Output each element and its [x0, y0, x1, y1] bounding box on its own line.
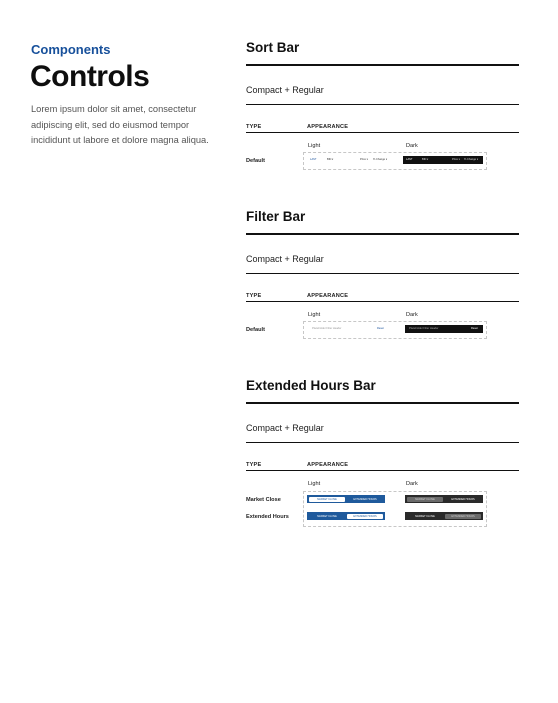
section-subtitle: Compact + Regular	[246, 85, 324, 95]
mode-label-light: Light	[308, 481, 321, 487]
column-header-type: TYPE	[246, 462, 262, 468]
subtitle-divider	[246, 442, 519, 443]
filter-placeholder[interactable]: Placeholder Filter Header	[409, 327, 439, 330]
sort-column-price[interactable]: Price ▾	[360, 158, 368, 161]
section-title-sort-bar: Sort Bar	[246, 40, 300, 55]
filter-bar-light[interactable]	[307, 325, 393, 333]
sort-column-change[interactable]: % Change ▾	[464, 158, 479, 161]
subtitle-divider	[246, 104, 519, 105]
section-title-filter-bar: Filter Bar	[246, 209, 306, 224]
section-subtitle: Compact + Regular	[246, 254, 324, 264]
segment-market-close[interactable]: MARKET CLOSE	[415, 514, 435, 518]
row-label: Market Close	[246, 497, 281, 503]
mode-label-dark: Dark	[406, 481, 418, 487]
filter-reset-button[interactable]: Reset	[377, 327, 384, 330]
extended-hours-toggle-light	[307, 495, 385, 503]
row-label: Extended Hours	[246, 514, 289, 520]
segment-market-close[interactable]: MARKET CLOSE	[407, 497, 443, 502]
row-label: Default	[246, 158, 265, 164]
sort-column-bid[interactable]: BID ▾	[422, 158, 429, 161]
sort-column-last[interactable]: LAST	[310, 158, 317, 161]
sort-column-change[interactable]: % Change ▾	[373, 158, 388, 161]
subtitle-divider	[246, 273, 519, 274]
column-header-divider	[246, 301, 519, 302]
mode-label-light: Light	[308, 312, 321, 318]
extended-hours-toggle-dark	[405, 495, 483, 503]
segment-extended-hours[interactable]: EXTENDED HOURS	[347, 514, 383, 519]
column-header-appearance: APPEARANCE	[307, 462, 349, 468]
section-divider	[246, 402, 519, 404]
column-header-appearance: APPEARANCE	[307, 293, 349, 299]
filter-bar-frame	[303, 321, 487, 339]
extended-hours-toggle-dark	[405, 512, 483, 520]
section-title-extended-hours-bar: Extended Hours Bar	[246, 378, 376, 393]
section-divider	[246, 233, 519, 235]
sort-bar-dark	[403, 156, 483, 164]
page-title: Controls	[30, 60, 150, 93]
section-subtitle: Compact + Regular	[246, 423, 324, 433]
row-label: Default	[246, 327, 265, 333]
segment-extended-hours[interactable]: EXTENDED HOURS	[445, 514, 481, 519]
mode-label-light: Light	[308, 143, 321, 149]
sort-bar-light	[307, 156, 393, 164]
section-divider	[246, 64, 519, 66]
sort-column-price[interactable]: Price ▾	[452, 158, 460, 161]
filter-bar-dark[interactable]	[405, 325, 483, 333]
column-header-type: TYPE	[246, 293, 262, 299]
sort-bar-frame	[303, 152, 487, 170]
column-header-type: TYPE	[246, 124, 262, 130]
segment-extended-hours[interactable]: EXTENDED HOURS	[451, 497, 475, 501]
column-header-divider	[246, 132, 519, 133]
sort-column-bid[interactable]: BID ▾	[327, 158, 334, 161]
extended-hours-frame	[303, 491, 487, 527]
mode-label-dark: Dark	[406, 312, 418, 318]
column-header-divider	[246, 470, 519, 471]
filter-placeholder[interactable]: Placeholder Filter Header	[312, 327, 342, 330]
segment-market-close[interactable]: MARKET CLOSE	[317, 514, 337, 518]
mode-label-dark: Dark	[406, 143, 418, 149]
page-description: Lorem ipsum dolor sit amet, consectetur adipiscing elit, sed do eiusmod tempor incididunt ut labore et dolore magna aliqua.	[31, 104, 209, 145]
filter-reset-button[interactable]: Reset	[471, 327, 478, 330]
column-header-appearance: APPEARANCE	[307, 124, 349, 130]
segment-extended-hours[interactable]: EXTENDED HOURS	[353, 497, 377, 501]
sort-column-last[interactable]: LAST	[406, 158, 413, 161]
segment-market-close[interactable]: MARKET CLOSE	[309, 497, 345, 502]
page-eyebrow: Components	[31, 42, 111, 57]
extended-hours-toggle-light	[307, 512, 385, 520]
